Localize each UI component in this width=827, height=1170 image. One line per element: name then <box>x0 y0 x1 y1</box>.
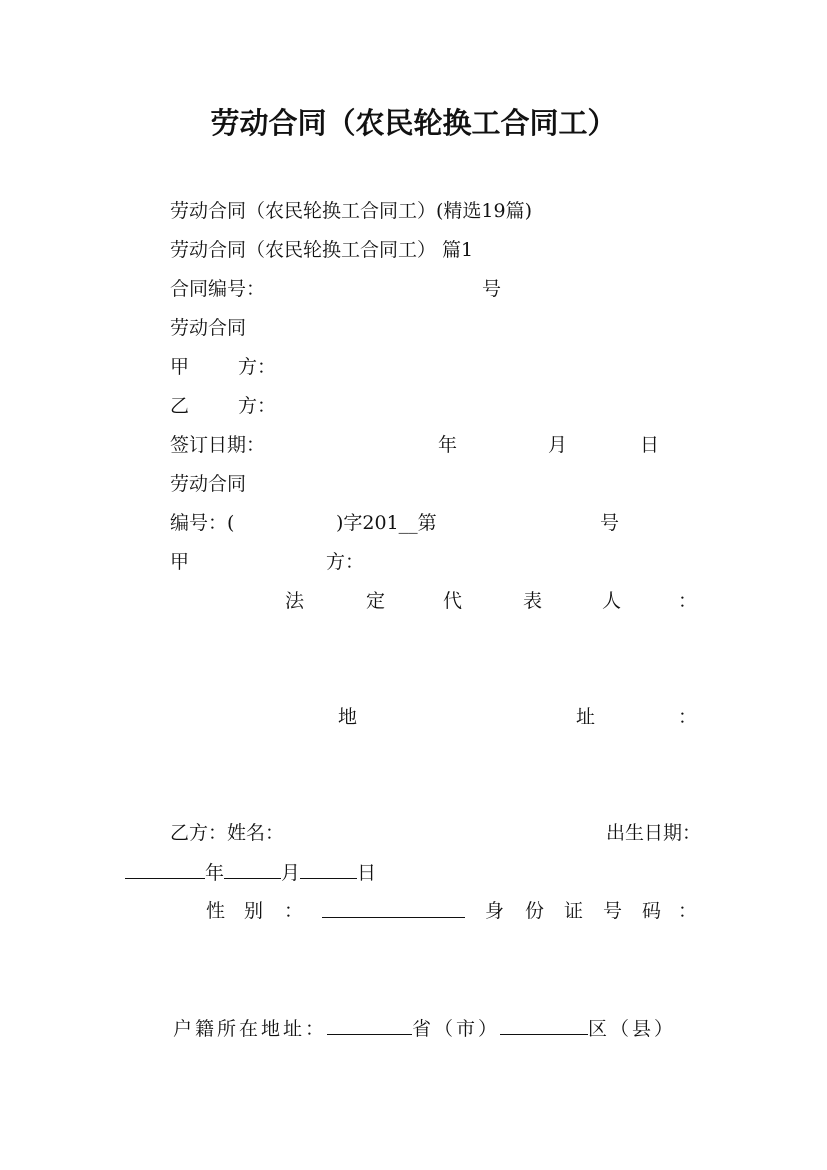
party-a-label-2: 方： <box>326 551 365 573</box>
party-a-char: 甲 <box>170 356 190 378</box>
birth-month-unit: 月 <box>281 862 301 884</box>
legal-rep-colon: ： <box>678 590 698 612</box>
month-label: 月 <box>548 434 568 456</box>
day-label: 日 <box>640 434 660 456</box>
legal-rep-char-2: 定 <box>366 590 386 612</box>
section-heading: 劳动合同（农民轮换工合同工） 篇1 <box>170 239 474 261</box>
contract-number-label: 合同编号： <box>170 278 266 300</box>
gender-blank <box>322 899 465 924</box>
gender-char-1: 性 <box>206 900 226 922</box>
document-title: 劳动合同（农民轮换工合同工） <box>210 106 617 140</box>
party-b-char: 乙 <box>170 395 190 417</box>
serial-number-prefix: 编号：( <box>170 512 235 534</box>
birth-month-blank <box>224 860 281 879</box>
id-colon: ： <box>678 900 698 922</box>
birth-year-unit: 年 <box>205 862 225 884</box>
address-char-2: 址 <box>576 706 596 728</box>
party-a-char-2: 甲 <box>170 551 190 573</box>
legal-rep-char-1: 法 <box>285 590 305 612</box>
district-blank <box>500 1016 588 1035</box>
contract-number-suffix: 号 <box>482 278 502 300</box>
household-address-line <box>173 1016 676 1041</box>
address-char-1: 地 <box>338 706 358 728</box>
province-blank <box>327 1016 412 1035</box>
sign-date-label: 签订日期： <box>170 434 266 456</box>
household-address-label: 户籍所在地址： <box>173 1018 328 1040</box>
id-char-1: 身 <box>485 900 505 922</box>
birth-date-fields <box>125 860 376 885</box>
gender-colon: ： <box>284 900 304 922</box>
legal-rep-char-5: 人 <box>602 590 622 612</box>
province-label: 省（市） <box>412 1018 501 1040</box>
serial-number-suffix: 号 <box>600 512 620 534</box>
legal-rep-char-3: 代 <box>443 590 463 612</box>
id-char-5: 码 <box>642 900 662 922</box>
address-colon: ： <box>678 706 698 728</box>
contract-heading-2: 劳动合同 <box>170 473 247 495</box>
birth-day-blank <box>300 860 357 879</box>
birth-day-unit: 日 <box>357 862 377 884</box>
birth-year-blank <box>125 860 205 879</box>
party-b-name-label: 乙方：姓名： <box>170 822 285 844</box>
legal-rep-char-4: 表 <box>523 590 543 612</box>
subtitle-line: 劳动合同（农民轮换工合同工）(精选19篇) <box>170 200 533 222</box>
id-char-2: 份 <box>525 900 545 922</box>
id-char-3: 证 <box>564 900 584 922</box>
contract-heading: 劳动合同 <box>170 317 247 339</box>
gender-char-2: 别 <box>244 900 264 922</box>
party-b-label: 方： <box>238 395 277 417</box>
id-char-4: 号 <box>603 900 623 922</box>
party-a-label: 方： <box>238 356 277 378</box>
serial-number-middle: )字201__第 <box>336 512 437 534</box>
year-label: 年 <box>438 434 458 456</box>
birth-date-label: 出生日期： <box>606 822 702 844</box>
district-label: 区（县） <box>588 1018 677 1040</box>
